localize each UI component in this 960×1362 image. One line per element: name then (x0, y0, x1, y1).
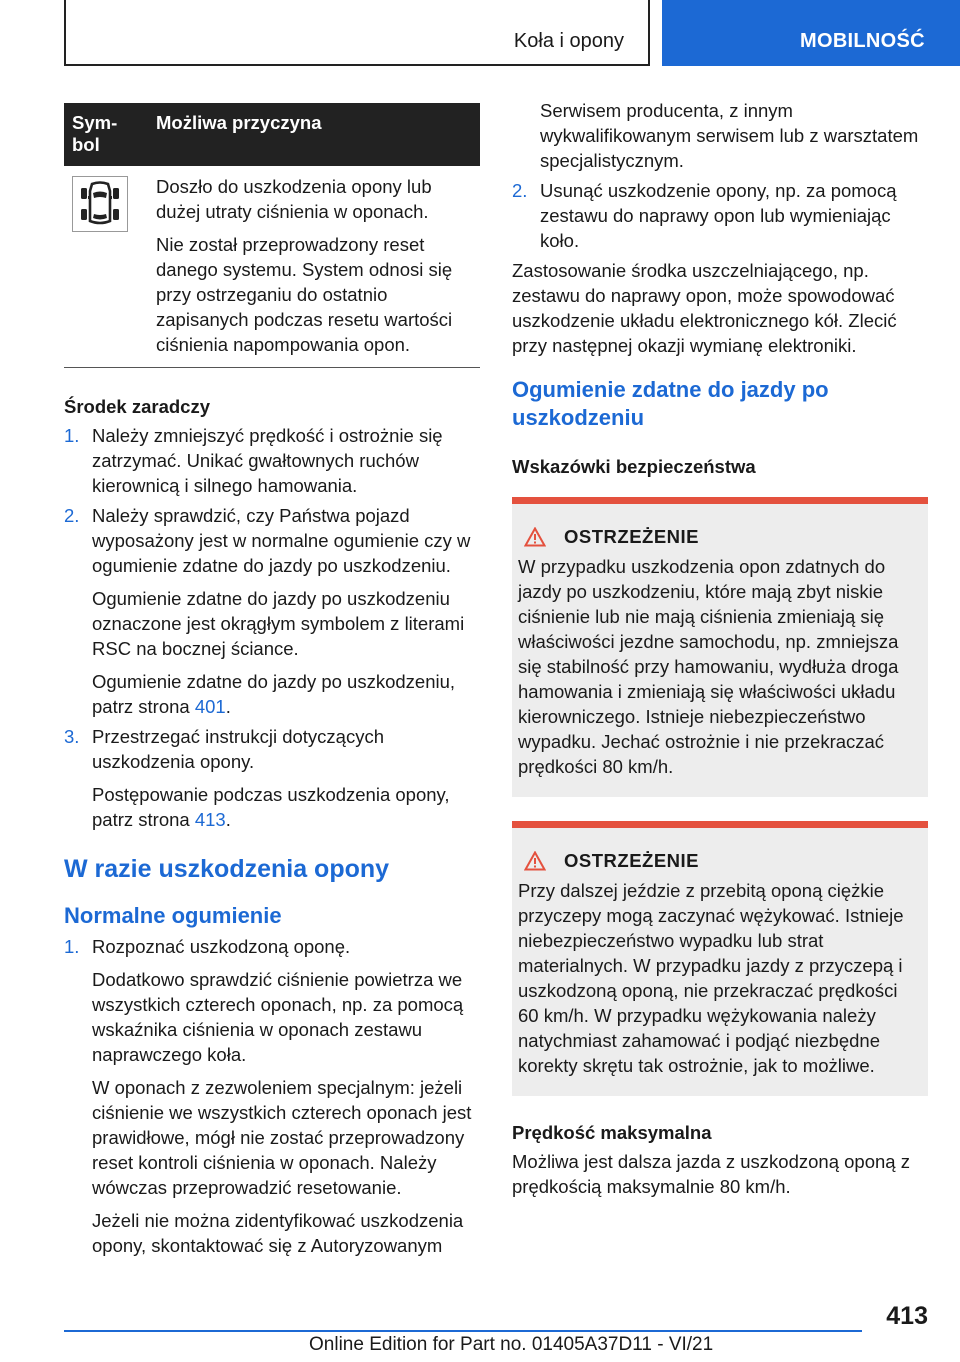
left-column (64, 103, 480, 1263)
page-link-413[interactable]: 413 (194, 809, 226, 830)
warning-triangle-icon (524, 527, 546, 547)
warning-text: Przy dalszej jeździe z przebitą oponą ciężkie przyczepy mogą zaczynać wężykować. Istnieje niebezpieczeństwo wypadku lub strat materialnych. W przypadku jazdy z przyczepą i uszkodzoną oponą, nie przekraczać prędkości 60 km/h. W przypadku wężykowania należy natychmiast zahamować i podjąć niezbędne korekty skrętu tak ostrożnie, jak to możliwe. (518, 880, 904, 1076)
damage-steps-continued (512, 98, 928, 253)
cause-cell (148, 166, 480, 368)
warning-triangle-icon (524, 851, 546, 871)
step-continuation: Dodatkowo sprawdzić ciśnienie powietrza we wszystkich czterech oponach, np. za pomocą wskaźnika ciśnienia w oponach zestawu naprawczego koła. (92, 969, 464, 1065)
step-continuation (92, 669, 480, 719)
chapter-tab: MOBILNOŚĆ (662, 0, 960, 66)
tire-pressure-car-icon (72, 176, 128, 232)
warning-box (512, 497, 928, 797)
max-speed-heading: Prędkość maksymalna (512, 1122, 712, 1143)
right-column (512, 98, 928, 1199)
step-number: 2. (512, 180, 528, 201)
reference-suffix: . (225, 809, 231, 830)
footer-divider (64, 1330, 862, 1332)
section-title: Koła i opony (513, 30, 624, 52)
step-number: 3. (64, 726, 80, 747)
step-text: Rozpoznać uszkodzoną oponę. (92, 936, 351, 957)
step-continuation (92, 782, 480, 832)
reference-suffix: . (225, 696, 231, 717)
symbol-cell (64, 166, 148, 368)
step-text: Należy zmniejszyć prędkość i ostrożnie się zatrzymać. Unikać gwałtownych ruchów kierownicą i silnego hamowania. (92, 425, 443, 496)
warning-title (524, 850, 922, 872)
table-row (64, 166, 480, 368)
step-text: Należy sprawdzić, czy Państwa pojazd wyposażony jest w normalne ogumienie czy w ogumienie zdatne do jazdy po uszkodzeniu. (92, 505, 471, 576)
warning-title-text: OSTRZEŻENIE (564, 526, 700, 547)
warning-text: W przypadku uszkodzenia opon zdatnych do jazdy po uszkodzeniu, które mają zbyt niskie ciśnienie lub nie mają ciśnienia zmieniają się właściwości jezdne samochodu, np. zmniejsza się stabilność przy hamowaniu, wydłuża droga hamowania i zmieniają się właściwości układu kierowniczego. Istnieje niebezpieczeństwo wypadku. Jechać ostrożnie i nie przekraczać prędkości 80 km/h. (518, 556, 899, 777)
subheading-normal-tires: Normalne ogumienie (64, 903, 282, 928)
page-link-401[interactable]: 401 (194, 696, 226, 717)
step-continuation: Ogumienie zdatne do jazdy po uszkodzeniu oznaczone jest okrągłym symbolem z literami RSC na bocznej ściance. (92, 588, 465, 659)
header-section-box (64, 0, 650, 66)
sealant-paragraph: Zastosowanie środka uszczelniającego, np. zestawu do naprawy opon, może spowodować uszkodzenie układu elektronicznego kół. Zlecić przy następnej okazji wymianę elektroniki. (512, 260, 897, 356)
section-heading-tire-damage: W razie uszkodzenia opony (64, 855, 390, 883)
list-item (64, 934, 480, 1258)
list-item (64, 423, 480, 498)
edition-text: Online Edition for Part no. 01405A37D11 - VI/21 (309, 1334, 714, 1355)
table-header-cause: Możliwa przyczyna (148, 103, 480, 166)
remedy-heading: Środek zaradczy (64, 396, 211, 417)
step-number: 2. (64, 505, 80, 526)
step-number: 1. (64, 936, 80, 957)
heading-run-flat-tires: Ogumienie zdatne do jazdy po uszkodzeniu (512, 377, 829, 430)
max-speed-text: Możliwa jest dalsza jazda z uszkodzoną oponą z prędkością maksymalnie 80 km/h. (512, 1151, 910, 1197)
table-header-row (64, 103, 480, 166)
symbol-table (64, 103, 480, 368)
warning-title-text: OSTRZEŻENIE (564, 850, 700, 871)
list-item (512, 98, 928, 173)
step-continuation: Serwisem producenta, z innym wykwalifikowanym serwisem lub z warsztatem specjalistycznym. (540, 100, 919, 171)
list-item (512, 178, 928, 253)
list-item (64, 724, 480, 832)
page-header (0, 0, 960, 66)
reference-text: Ogumienie zdatne do jazdy po uszkodzeniu, patrz strona (92, 671, 456, 717)
safety-heading: Wskazówki bezpieczeństwa (512, 456, 756, 477)
damage-steps (64, 934, 480, 1258)
warning-title (524, 526, 922, 548)
table-header-symbol: Sym- bol (64, 103, 148, 166)
cause-text: Doszło do uszkodzenia opony lub dużej utraty ciśnienia w oponach. (156, 176, 432, 222)
page-number: 413 (886, 1302, 928, 1330)
step-text: Usunąć uszkodzenie opony, np. za pomocą zestawu do naprawy opon lub wymieniając koło. (540, 180, 897, 251)
cause-text: Nie został przeprowadzony reset danego systemu. System odnosi się przy ostrzeganiu do ostatnio zapisanych podczas resetu wartości ciśnienia napompowania opon. (156, 234, 453, 355)
step-continuation: Jeżeli nie można zidentyfikować uszkodzenia opony, skontaktować się z Autoryzowanym (92, 1210, 464, 1256)
step-number: 1. (64, 425, 80, 446)
remedy-steps (64, 423, 480, 832)
step-continuation: W oponach z zezwoleniem specjalnym: jeżeli ciśnienie we wszystkich czterech oponach jest prawidłowe, mógł nie zostać przeprowadzony reset kontroli ciśnienia w oponach. Należy wówczas przeprowadzić resetowanie. (92, 1077, 472, 1198)
list-item (64, 503, 480, 719)
warning-box (512, 821, 928, 1096)
step-text: Przestrzegać instrukcji dotyczących uszkodzenia opony. (92, 726, 384, 772)
reference-text: Postępowanie podczas uszkodzenia opony, patrz strona (92, 784, 450, 830)
